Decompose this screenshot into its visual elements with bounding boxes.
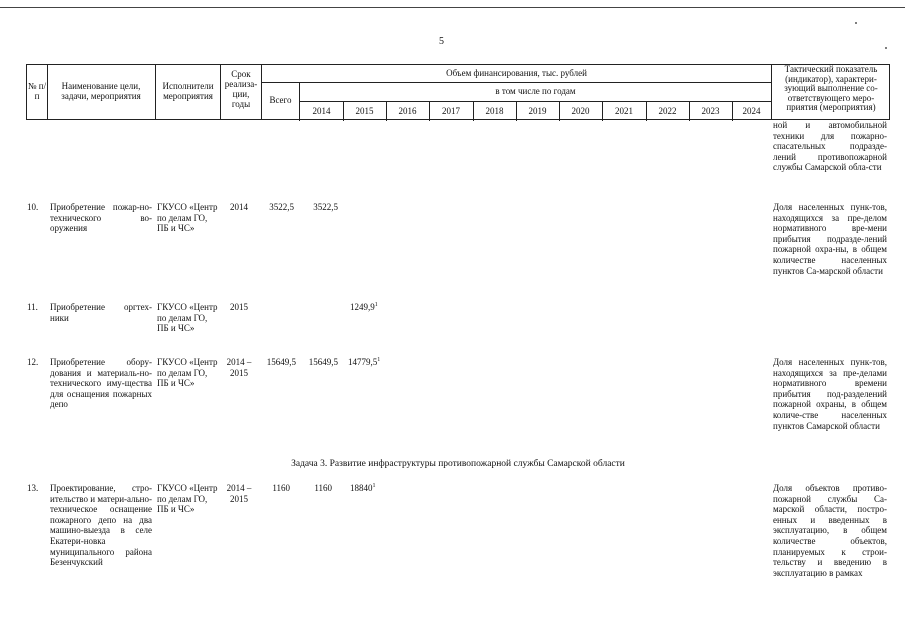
header-total: Всего xyxy=(269,95,292,105)
header-num: № п/п xyxy=(27,81,47,101)
header-year: 2019 xyxy=(528,106,547,116)
indicator-continuation: ной и автомобильной техники для пожарно-спасательных подразде-лений противопожарной службы Самарской обла-сти xyxy=(773,120,887,173)
row-term: 2015 xyxy=(230,302,248,312)
row-number: 10. xyxy=(27,202,39,212)
header-year: 2018 xyxy=(485,106,504,116)
row-term: 2014 – 2015 xyxy=(226,357,252,378)
table-header xyxy=(26,64,890,120)
scan-speck xyxy=(855,22,857,24)
row-term: 2014 – 2015 xyxy=(226,483,252,504)
top-border-line xyxy=(0,7,905,8)
header-year: 2014 xyxy=(312,106,331,116)
row-total: 15649,5 xyxy=(266,357,296,367)
header-year: 2020 xyxy=(571,106,590,116)
row-2015: 18840$^1$ xyxy=(350,483,376,493)
row-2015: 14779,5$^1$ xyxy=(348,357,381,367)
header-year: 2022 xyxy=(658,106,677,116)
row-total: 1160 xyxy=(272,483,290,493)
page-number: 5 xyxy=(439,36,444,47)
row-2014: 3522,5 xyxy=(313,202,338,212)
row-indicator: Доля населенных пунк-тов, находящихся за пре-делами нормативного времени прибытия под-разделений пожарной охраны, в общем количе-стве населенных пунктов Самарской области xyxy=(773,357,887,431)
row-number: 13. xyxy=(27,483,39,493)
row-name: Приобретение пожар-но-технического во-оружения xyxy=(50,202,152,234)
header-indicator: Тактический показатель (индикатор), характери-зующий выполнение со-ответствующего меро-приятия (мероприятия) xyxy=(784,64,878,113)
row-number: 12. xyxy=(27,357,39,367)
header-term: Срок реализа-ции, годы xyxy=(224,69,258,109)
row-total: 3522,5 xyxy=(269,202,294,212)
header-year: 2021 xyxy=(615,106,633,116)
row-executor: ГКУСО «Центр по делам ГО, ПБ и ЧС» xyxy=(157,483,218,515)
header-financing: Объем финансирования, тыс. рублей xyxy=(446,68,587,78)
header-year: 2015 xyxy=(355,106,374,116)
scan-speck xyxy=(885,47,887,49)
header-year: 2023 xyxy=(701,106,720,116)
header-years-label: в том числе по годам xyxy=(495,86,576,96)
row-2014: 1160 xyxy=(314,483,332,493)
row-indicator: Доля населенных пунк-тов, находящихся за пре-делом нормативного вре-мени прибытия подразде-лений пожарной охра-ны, в общем количестве населенных пунктов Са-марской области xyxy=(773,202,887,276)
header-year: 2017 xyxy=(442,106,460,116)
task3-heading: Задача 3. Развитие инфраструктуры противопожарной службы Самарской области xyxy=(291,459,625,469)
row-2015: 1249,9$^1$ xyxy=(350,302,378,312)
row-number: 11. xyxy=(27,302,38,312)
row-name: Проектирование, стро-ительство и матери-ально-техническое оснащение пожарного депо на два машино-выезда в селе Екатери-новка муниципального района Безенчукский xyxy=(50,483,152,568)
row-term: 2014 xyxy=(230,202,248,212)
row-indicator: Доля объектов противо-пожарной службы Са-марской области, постро-енных и введенных в эксплуатацию, в общем количестве объектов, планируемых к строи-тельству и введению в эксплуатацию в рамках xyxy=(773,483,887,578)
row-executor: ГКУСО «Центр по делам ГО, ПБ и ЧС» xyxy=(157,357,218,389)
header-name: Наименование цели, задачи, мероприятия xyxy=(61,81,141,101)
row-2014: 15649,5 xyxy=(308,357,338,367)
row-executor: ГКУСО «Центр по делам ГО, ПБ и ЧС» xyxy=(157,302,218,334)
header-year: 2016 xyxy=(398,106,417,116)
header-year: 2024 xyxy=(742,106,761,116)
header-executors: Исполнители мероприятия xyxy=(162,81,214,101)
row-executor: ГКУСО «Центр по делам ГО, ПБ и ЧС» xyxy=(157,202,218,234)
row-name: Приобретение оргтех-ники xyxy=(50,302,152,323)
row-name: Приобретение обору-дования и материаль-но-технического иму-щества для оснащения пожарных депо xyxy=(50,357,152,410)
